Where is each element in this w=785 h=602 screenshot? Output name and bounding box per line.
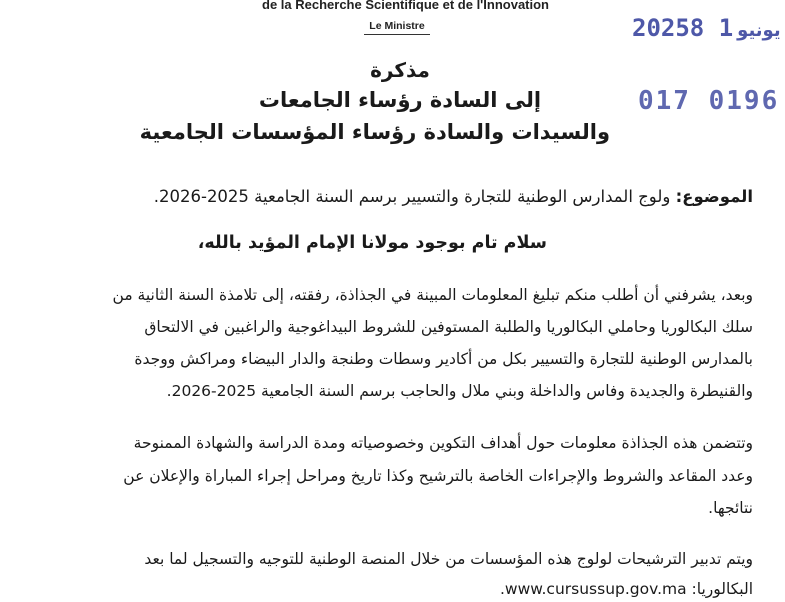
memo-title: مذكرة xyxy=(370,58,430,82)
ministry-name-fr: de la Recherche Scientifique et de l'Innovation xyxy=(262,0,549,12)
paragraph-line: وتتضمن هذه الجذاذة معلومات حول أهداف التكوين وخصوصياته ومدة الدراسة والشهادة الممنوحة xyxy=(133,434,753,452)
date-stamp-month: يونيو xyxy=(737,20,781,41)
memo-recipients-line1: إلى السادة رؤساء الجامعات xyxy=(258,88,542,112)
paragraph-line: سلك البكالوريا وحاملي البكالوريا والطلبة المستوفين للشروط البيداغوجية والراغبين في الالتحاق xyxy=(144,318,753,336)
paragraph-line: البكالوريا: www.cursussup.gov.ma. xyxy=(499,580,753,598)
date-stamp-year: 2025 xyxy=(632,14,690,42)
greeting: سلام تام بوجود مولانا الإمام المؤيد بالله، xyxy=(197,233,547,253)
minister-title-fr: Le Ministre xyxy=(364,20,430,35)
reference-number-stamp: 017 0196 xyxy=(638,86,780,116)
subject-text: ولوج المدارس الوطنية للتجارة والتسيير برسم السنة الجامعية 2025-2026. xyxy=(153,187,671,206)
paragraph-line: بالمدارس الوطنية للتجارة والتسيير بكل من أكادير وسطات وطنجة والدار البيضاء ومراكش ووجدة xyxy=(134,350,753,368)
memo-recipients-line2: والسيدات والسادة رؤساء المؤسسات الجامعية xyxy=(139,120,610,144)
date-stamp-day: 1 8 xyxy=(689,14,734,42)
subject-label: الموضوع: xyxy=(675,187,753,206)
subject-line xyxy=(154,187,753,206)
paragraph-line: والقنيطرة والجديدة وفاس والداخلة وبني ملال والحاجب برسم السنة الجامعية 2025-2026. xyxy=(166,382,753,400)
paragraph-line: نتائجها. xyxy=(708,499,753,517)
paragraph-line: ويتم تدبير الترشيحات لولوج هذه المؤسسات من خلال المنصة الوطنية للتوجيه والتسجيل لما بعد xyxy=(144,550,753,568)
paragraph-line: وعدد المقاعد والشروط والإجراءات الخاصة بالترشيح وكذا تاريخ ومراحل إجراء المباراة والإعلان عن xyxy=(123,467,753,485)
paragraph-line: وبعد، يشرفني أن أطلب منكم تبليغ المعلومات المبينة في الجذاذة، رفقته، إلى تلامذة السنة الثانية من xyxy=(112,286,753,304)
date-stamp xyxy=(632,14,785,42)
